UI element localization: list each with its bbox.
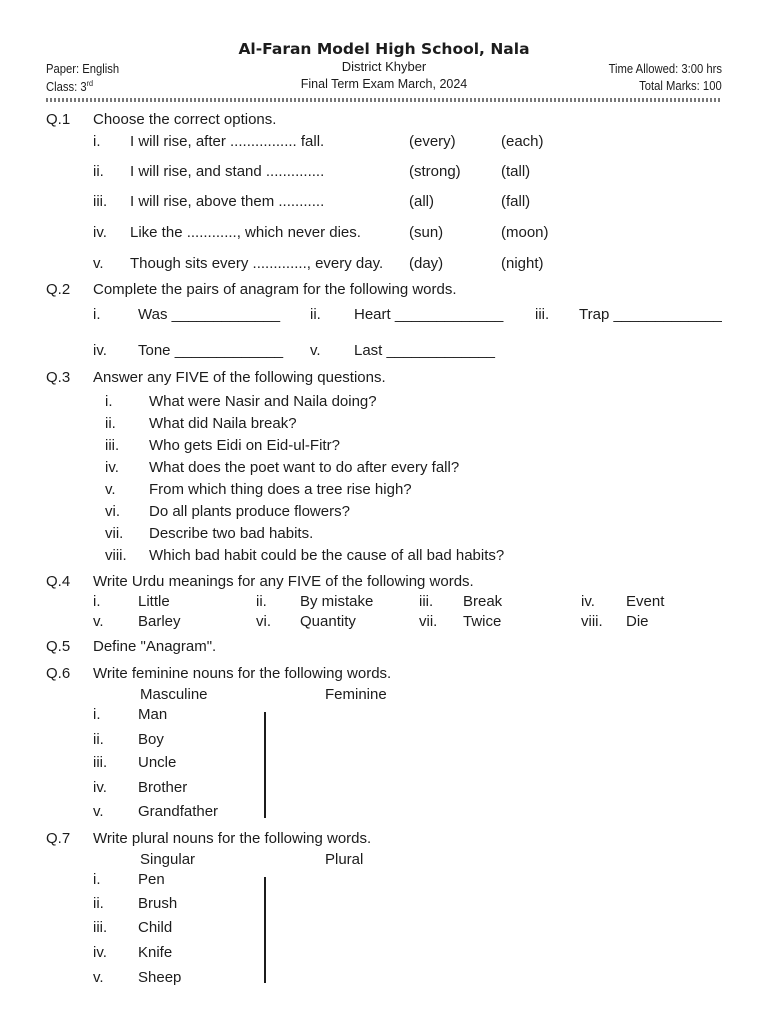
q7-item-number: iii.	[93, 919, 108, 936]
q1-option-b: (night)	[501, 255, 544, 272]
q3-item-number: viii.	[105, 547, 127, 564]
q1-option-a: (sun)	[409, 224, 444, 241]
q2-item-text: Was _____________	[138, 306, 281, 323]
q1-item-number: v.	[93, 255, 104, 272]
q7-item-number: ii.	[93, 895, 104, 912]
q2-item-number: iii.	[535, 306, 550, 323]
q1-option-b: (fall)	[501, 193, 531, 210]
q6-item-number: v.	[93, 803, 104, 820]
q6-title: Write feminine nouns for the following words.	[93, 665, 392, 682]
q7-column-divider	[264, 877, 266, 983]
q2-title: Complete the pairs of anagram for the following words.	[93, 281, 457, 298]
q6-item-text: Grandfather	[138, 803, 219, 820]
q4-item-text: Barley	[138, 613, 181, 630]
q4-item-text: Event	[626, 593, 665, 610]
q3-item-number: v.	[105, 481, 116, 498]
q2-item-number: iv.	[93, 342, 107, 359]
q1-option-a: (every)	[409, 133, 456, 150]
q6-column-header-feminine: Feminine	[325, 686, 387, 703]
q2-item-number: ii.	[310, 306, 321, 323]
q1-option-b: (tall)	[501, 163, 531, 180]
class-label: Class: 3rd	[46, 79, 94, 95]
q3-item-text: Do all plants produce flowers?	[149, 503, 350, 520]
q1-option-a: (day)	[409, 255, 444, 272]
header-divider	[46, 98, 722, 102]
q7-title: Write plural nouns for the following words.	[93, 830, 372, 847]
total-marks: Total Marks: 100	[639, 79, 722, 93]
q7-item-text: Pen	[138, 871, 165, 888]
q4-item-number: iv.	[581, 593, 595, 610]
q7-item-text: Child	[138, 919, 173, 936]
q3-number: Q.3	[46, 369, 71, 386]
q1-item-number: ii.	[93, 163, 104, 180]
q7-item-number: v.	[93, 969, 104, 986]
q1-item-text: Like the ............, which never dies.	[130, 224, 361, 241]
q4-item-text: Break	[463, 593, 503, 610]
q7-item-text: Brush	[138, 895, 178, 912]
q7-item-number: i.	[93, 871, 101, 888]
q7-column-header-singular: Singular	[140, 851, 196, 868]
q2-number: Q.2	[46, 281, 71, 298]
q1-item-text: I will rise, above them ...........	[130, 193, 325, 210]
q2-item-text: Heart _____________	[354, 306, 504, 323]
q4-title: Write Urdu meanings for any FIVE of the following words.	[93, 573, 474, 590]
q2-item-text: Last _____________	[354, 342, 495, 359]
q6-item-number: iv.	[93, 779, 107, 796]
q7-item-number: iv.	[93, 944, 107, 961]
q4-item-text: Die	[626, 613, 649, 630]
q4-item-text: By mistake	[300, 593, 374, 610]
paper-label: Paper: English	[46, 62, 120, 76]
q4-item-number: vii.	[419, 613, 438, 630]
q1-item-number: iii.	[93, 193, 108, 210]
exam-title: Final Term Exam March, 2024	[300, 77, 468, 91]
q2-item-number: v.	[310, 342, 321, 359]
time-allowed: Time Allowed: 3:00 hrs	[608, 62, 722, 76]
q5-title: Define "Anagram".	[93, 638, 217, 655]
q2-item-number: i.	[93, 306, 101, 323]
q6-item-text: Man	[138, 706, 168, 723]
q7-item-text: Sheep	[138, 969, 182, 986]
q1-number: Q.1	[46, 111, 71, 128]
q4-item-text: Little	[138, 593, 170, 610]
q4-item-text: Twice	[463, 613, 502, 630]
q3-item-text: Who gets Eidi on Eid-ul-Fitr?	[149, 437, 340, 454]
q1-option-b: (each)	[501, 133, 544, 150]
q3-item-number: i.	[105, 393, 113, 410]
q7-number: Q.7	[46, 830, 71, 847]
q4-item-number: iii.	[419, 593, 434, 610]
q6-item-text: Brother	[138, 779, 188, 796]
q6-item-text: Boy	[138, 731, 164, 748]
q3-item-text: What were Nasir and Naila doing?	[149, 393, 377, 410]
school-name: Al-Faran Model High School, Nala	[238, 40, 530, 58]
q1-item-number: i.	[93, 133, 101, 150]
q1-item-text: Though sits every ............., every day.	[130, 255, 384, 272]
q4-item-number: ii.	[256, 593, 267, 610]
q1-option-a: (all)	[409, 193, 434, 210]
q4-item-number: v.	[93, 613, 104, 630]
q3-item-number: iv.	[105, 459, 119, 476]
q1-option-a: (strong)	[409, 163, 461, 180]
q6-column-header-masculine: Masculine	[140, 686, 208, 703]
q7-column-header-plural: Plural	[325, 851, 364, 868]
q4-item-text: Quantity	[300, 613, 356, 630]
q1-option-b: (moon)	[501, 224, 549, 241]
q2-item-text: Trap _____________	[579, 306, 722, 323]
q1-title: Choose the correct options.	[93, 111, 277, 128]
q4-item-number: vi.	[256, 613, 271, 630]
q4-number: Q.4	[46, 573, 71, 590]
q2-item-text: Tone _____________	[138, 342, 284, 359]
q6-item-text: Uncle	[138, 754, 177, 771]
district-name: District Khyber	[341, 59, 427, 74]
q3-item-number: iii.	[105, 437, 120, 454]
q6-column-divider	[264, 712, 266, 818]
q1-item-number: iv.	[93, 224, 107, 241]
q7-item-text: Knife	[138, 944, 173, 961]
q3-title: Answer any FIVE of the following questions.	[93, 369, 386, 386]
q3-item-text: What does the poet want to do after every fall?	[149, 459, 460, 476]
q3-item-text: Describe two bad habits.	[149, 525, 314, 542]
q3-item-text: What did Naila break?	[149, 415, 297, 432]
q4-item-number: viii.	[581, 613, 603, 630]
q3-item-number: ii.	[105, 415, 116, 432]
q3-item-number: vi.	[105, 503, 120, 520]
q3-item-text: From which thing does a tree rise high?	[149, 481, 412, 498]
q1-item-text: I will rise, after ................ fall.	[130, 133, 325, 150]
q6-item-number: i.	[93, 706, 101, 723]
class-superscript: rd	[86, 79, 94, 88]
q1-item-text: I will rise, and stand ..............	[130, 163, 325, 180]
q6-item-number: ii.	[93, 731, 104, 748]
q4-item-number: i.	[93, 593, 101, 610]
q6-number: Q.6	[46, 665, 71, 682]
q6-item-number: iii.	[93, 754, 108, 771]
q3-item-text: Which bad habit could be the cause of all bad habits?	[149, 547, 505, 564]
q5-number: Q.5	[46, 638, 71, 655]
q3-item-number: vii.	[105, 525, 124, 542]
